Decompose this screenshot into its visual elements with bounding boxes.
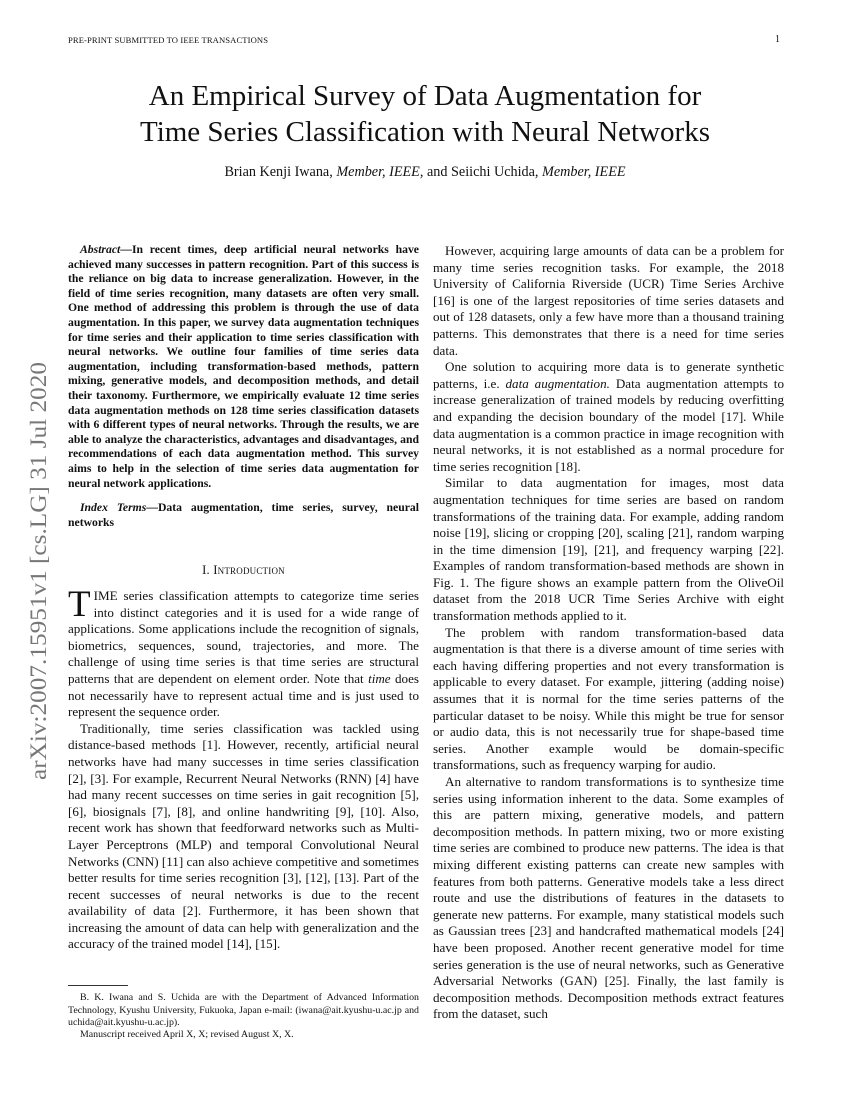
author-line <box>40 164 810 181</box>
footnote-manuscript: Manuscript received April X, X; revised August X, X. <box>80 1029 294 1040</box>
title-line-1: An Empirical Survey of Data Augmentation for <box>148 80 702 112</box>
intro-paragraph-1 <box>68 584 419 721</box>
author-2-role: Member, IEEE <box>542 164 626 180</box>
author-2: Seiichi Uchida, <box>451 164 539 180</box>
intro-p1-end: does not necessarily have to represent actual time and is just used to represent the sequence order. <box>68 670 419 720</box>
running-header: PRE-PRINT SUBMITTED TO IEEE TRANSACTIONS <box>68 35 269 45</box>
author-conjunction: and <box>426 164 448 180</box>
index-terms-text: —Data augmentation, time series, survey, neural networks <box>68 501 420 529</box>
right-column-body <box>433 243 784 1023</box>
abstract <box>68 243 419 491</box>
section-title: Introduction <box>213 563 285 577</box>
left-column-body <box>68 584 419 953</box>
right-p2-italic: data augmentation. <box>505 375 610 391</box>
right-paragraph-1: However, acquiring large amounts of data can be a problem for many time series recognition tasks. For example, the 2018 University of California Riverside (UCR) Time Series Archive [16] is one of the largest repositories of time series datasets and out of 128 datasets, only a few have more than a thousand training patterns. This demonstrates that there is a need for time series data. <box>433 243 784 358</box>
section-heading <box>68 563 419 578</box>
right-paragraph-3: Similar to data augmentation for images, most data augmentation techniques for time series are based on random transformations of the training data. For example, adding random noise [19], slicing or cropping [20], scaling [21], random warping in the time dimension [19], [21], and frequency warping [22]. Examples of random transformation-based methods are shown in Fig. 1. The figure shows an example pattern from the OliveOil dataset from the 2018 UCR Time Series Archive with eight transformation methods applied to it. <box>433 475 784 624</box>
paper-title <box>40 78 810 150</box>
abstract-text: —In recent times, deep artificial neural networks have achieved many successes in pattern recognition. Part of this success is the reliance on big data to increase generalization. However, in the field of time series recognition, many datasets are often very small. One method of addressing this problem is through the use of data augmentation. In this paper, we survey data augmentation techniques for time series and their application to time series classification with neural networks. We outline four families of time series data augmentation, including transformation-based methods, pattern mixing, generative models, and decomposition methods, and detail their taxonomy. Furthermore, we empirically evaluate 12 time series data augmentation methods on 128 time series classification datasets with 6 different types of neural networks. Through the results, we are able to analyze the characteristics, advantages and disadvantages, and recommendations of each data augmentation method. This survey aims to help in the selection of time series data augmentation for neural network applications. <box>68 243 419 490</box>
intro-p1-italic: time <box>368 670 391 686</box>
footnote-affiliation: B. K. Iwana and S. Uchida are with the Department of Advanced Information Technology, Kyushu University, Fukuoka, Japan e-mail: (iwana@ait.kyushu-u.ac.jp and uchida@ait.kyushu-u.ac.jp). <box>68 992 419 1029</box>
index-terms-label: Index Terms <box>80 501 147 514</box>
intro-paragraph-2: Traditionally, time series classification was tackled using distance-based methods [1]. However, recently, artificial neural networks have had many successes in time series classification [2], [3]. For example, Recurrent Neural Networks (RNN) [4] have had many recent successes on time series in gait recognition [5], [6], biosignals [7], [8], and online handwriting [9], [10]. Also, recent work has shown that feedforward networks such as Multi-Layer Perceptrons (MLP) and temporal Convolutional Neural Networks (CNN) [11] can also achieve competitive and sometimes better results for time series recognition [3], [12], [13]. Part of the recent successes of neural networks is due to the recent availability of data [2]. Furthermore, it has been shown that increasing the amount of data can help with generalization and the accuracy of the trained model [14], [15]. <box>68 720 419 952</box>
intro-lead-word: IME <box>93 588 118 603</box>
right-paragraph-4: The problem with random transformation-based data augmentation is that there is a diverse amount of time series with each having differing properties and not every transformation is applicable to every dataset. For example, jittering (adding noise) assumes that it is normal for the time series patterns of the particular dataset to be noisy. While this might be true for sensor or audio data, this is not necessarily true for shape-based time series. Another example would be domain-specific transformations, such as frequency warping for audio. <box>433 624 784 773</box>
right-p2-end: Data augmentation attempts to increase generalization of trained models by reducing overfitting and expanding the decision boundary of the model [17]. While data augmentation is a common practice in image recognition with neural networks, it is not established as a normal procedure for time series recognition [18]. <box>433 375 784 474</box>
section-numeral: I. <box>202 563 210 577</box>
author-1: Brian Kenji Iwana, <box>224 164 333 180</box>
index-terms <box>68 501 419 530</box>
page-number: 1 <box>775 34 780 45</box>
author-1-role: Member, IEEE, <box>336 164 424 180</box>
right-paragraph-2 <box>433 359 784 475</box>
right-p2-start: One solution to acquiring more data is to generate synthetic patterns, i.e. <box>433 359 784 391</box>
arxiv-stamp <box>24 360 54 780</box>
title-line-2: Time Series Classification with Neural Networks <box>140 116 710 148</box>
abstract-label: Abstract <box>80 243 121 256</box>
drop-cap: T <box>68 584 91 625</box>
right-paragraph-5: An alternative to random transformations is to synthesize time series using information inherent to the data. Some examples of this are pattern mixing, generative models, and pattern decomposition methods. In pattern mixing, two or more existing time series are combined to produce new patterns. The idea is that mixing different existing patterns can create new samples with features from both patterns. Generative models take a less direct route and use the distributions of features in the datasets to generate new patterns. For example, many statistical models such as Gaussian trees [23] and handcrafted mathematical models [24] have been proposed. Another recent generative model for time series generation is the use of neural networks, such as Generative Adversarial Networks (GAN) [25]. Finally, the last family is decomposition methods. Decomposition methods extract features from the dataset, such <box>433 774 784 1022</box>
intro-p1-text: series classification attempts to categorize time series into distinct categories and it is used for a wide range of applications. Some applications include the recognition of signals, biometrics, sequences, sound, trajectories, and more. The challenge of using time series is that time series are structural patterns that are dependent on element order. Note that <box>68 588 419 686</box>
arxiv-stamp-text: arXiv:2007.15951v1 [cs.LG] 31 Jul 2020 <box>26 390 52 780</box>
footnote-rule <box>68 985 128 986</box>
